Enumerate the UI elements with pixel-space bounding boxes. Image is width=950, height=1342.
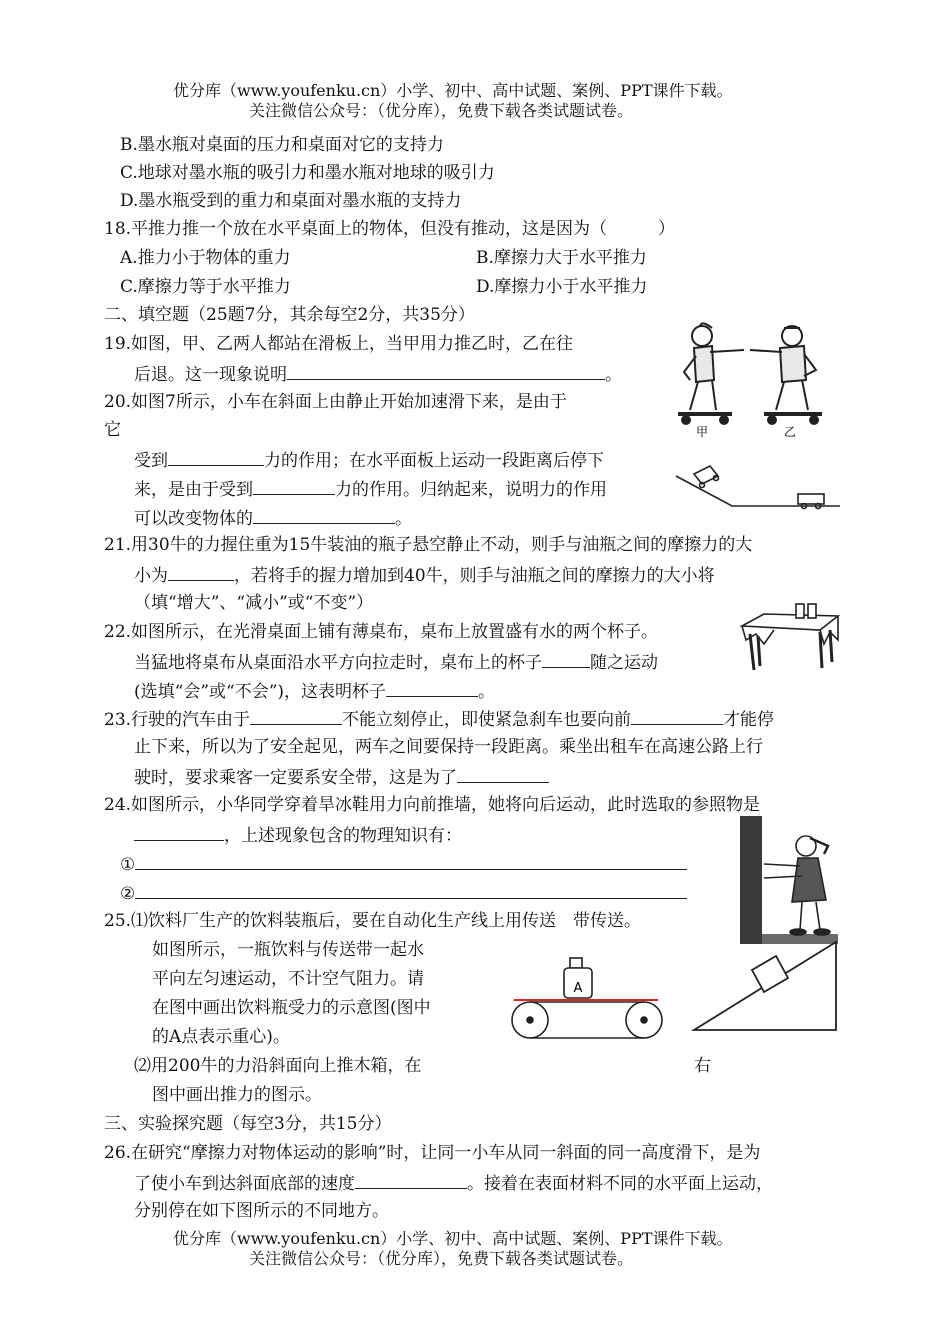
fig25-incline-figure (690, 934, 842, 1034)
q20-blank-1[interactable] (168, 448, 264, 466)
q20-line-4: 可以改变物体的 。 (134, 506, 412, 530)
section-3-title: 三、实验探究题（每空3分，共15分） (104, 1114, 392, 1134)
q26-blank[interactable] (355, 1171, 467, 1189)
q25-line-1: 25.⑴饮料厂生产的饮料装瓶后，要在自动化生产线上用传送 带传送。 (104, 911, 642, 931)
q23-line-2: 止下来，所以为了安全起见，两车之间要保持一段距离。乘坐出租车在高速公路上行 (134, 737, 763, 757)
q23-blank-2[interactable] (631, 707, 723, 725)
fig19-label-yi: 乙 (783, 425, 797, 438)
q23-blank-3[interactable] (457, 765, 549, 783)
q20-line-1-cont: 它 (104, 420, 121, 440)
q22-line-2: 当猛地将桌布从桌面沿水平方向拉走时，桌布上的杯子 随之运动 (134, 650, 658, 674)
q26-line-1: 26.在研究“摩擦力对物体运动的影响”时，让同一小车从同一斜面的同一高度滑下，是为 (104, 1143, 761, 1163)
q24-line-1: 24.如图所示，小华同学穿着旱冰鞋用力向前推墙，她将向后运动，此时选取的参照物是 (104, 795, 761, 815)
q17-option-b: B.墨水瓶对桌面的压力和桌面对它的支持力 (120, 135, 444, 155)
fig25-center-label: A (573, 981, 583, 996)
q18-option-c: C.摩擦力等于水平推力 (120, 277, 291, 297)
fig19-label-jia: 甲 (695, 425, 709, 438)
q22-blank-2[interactable] (386, 679, 478, 697)
q26-line-2: 了使小车到达斜面底部的速度 。接着在表面材料不同的水平面上运动， (134, 1171, 773, 1195)
q24-answer-1: ① (120, 852, 687, 876)
q22-line-1: 22.如图所示，在光滑桌面上铺有薄桌布，桌布上放置盛有水的两个杯子。 (104, 622, 659, 642)
q18-option-d: D.摩擦力小于水平推力 (476, 277, 648, 297)
fig22-table-figure (738, 600, 842, 672)
q20-line-1: 20.如图7所示，小车在斜面上由静止开始加速滑下来，是由于 (104, 392, 567, 412)
q17-option-d: D.墨水瓶受到的重力和桌面对墨水瓶的支持力 (120, 191, 462, 211)
q17-option-c: C.地球对墨水瓶的吸引力和墨水瓶对地球的吸引力 (120, 163, 495, 183)
header-line-1: 优分库（www.youfenku.cn）小学、初中、高中试题、案例、PPT课件下载。 (173, 81, 733, 100)
q18-option-b: B.摩擦力大于水平推力 (476, 248, 647, 268)
q20-blank-3[interactable] (253, 506, 395, 524)
q26-line-3: 分别停在如下图所示的不同地方。 (134, 1201, 389, 1221)
q19-blank[interactable] (287, 362, 605, 380)
q25-line-2: 如图所示，一瓶饮料与传送带一起水 (152, 940, 424, 960)
q18-option-a: A.推力小于物体的重力 (120, 248, 291, 268)
q21-line-2: 小为 ，若将手的握力增加到40牛，则手与油瓶之间的摩擦力的大小将 (134, 563, 715, 587)
footer-line-1: 优分库（www.youfenku.cn）小学、初中、高中试题、案例、PPT课件下载。 (173, 1229, 733, 1248)
q20-blank-2[interactable] (253, 477, 335, 495)
q19-line-1: 19.如图，甲、乙两人都站在滑板上，当甲用力推乙时，乙在往 (104, 334, 574, 354)
q25-line-3: 平向左匀速运动，不计空气阻力。请 (152, 969, 424, 989)
q25-line-5: 的A点表示重心)。 (152, 1027, 290, 1047)
q24-blank-3[interactable] (135, 881, 687, 899)
q24-line-2: ，上述现象包含的物理知识有： (134, 823, 462, 847)
q25-line-6: ⑵用200牛的力沿斜面向上推木箱，在 (134, 1056, 422, 1076)
fig19-skateboard-figure (672, 320, 842, 438)
q19-line-2: 后退。这一现象说明 。 (134, 362, 622, 386)
q23-line-3: 驶时，要求乘客一定要系安全带，这是为了 (134, 765, 549, 789)
q21-line-1: 21.用30牛的力握住重为15牛装油的瓶子悬空静止不动，则手与油瓶之间的摩擦力的大 (104, 535, 753, 555)
q21-blank[interactable] (168, 563, 234, 581)
q25-line-6-cont: 右 (694, 1056, 711, 1076)
q24-blank-1[interactable] (134, 823, 224, 841)
header-line-2: 关注微信公众号：（优分库），免费下载各类试题试卷。 (249, 101, 634, 120)
q22-line-3: (选填“会”或“不会”)，这表明杯子 。 (134, 679, 495, 703)
q25-line-4: 在图中画出饮料瓶受力的示意图(图中 (152, 998, 431, 1018)
q23-blank-1[interactable] (250, 707, 342, 725)
fig25-conveyor-figure (508, 950, 668, 1050)
section-2-title: 二、填空题（25题7分，其余每空2分，共35分） (104, 305, 475, 325)
q21-line-3: （填“增大”、“减小”或“不变”） (134, 593, 374, 613)
q20-line-2: 受到 力的作用；在水平面板上运动一段距离后停下 (134, 448, 604, 472)
q23-line-1: 23.行驶的汽车由于 不能立刻停止，即使紧急刹车也要向前 才能停 (104, 707, 774, 731)
q24-blank-2[interactable] (135, 852, 687, 870)
q25-line-7: 图中画出推力的图示。 (152, 1085, 322, 1105)
fig20-incline-figure (672, 460, 842, 515)
q24-answer-2: ② (120, 881, 687, 905)
q20-line-3: 来，是由于受到 力的作用。归纳起来，说明力的作用 (134, 477, 607, 501)
footer-line-2: 关注微信公众号：（优分库），免费下载各类试题试卷。 (249, 1249, 634, 1268)
fig24-wall-push-figure (740, 816, 840, 944)
q18-stem: 18.平推力推一个放在水平桌面上的物体，但没有推动，这是因为（ ） (104, 219, 676, 239)
q22-blank-1[interactable] (542, 650, 590, 668)
